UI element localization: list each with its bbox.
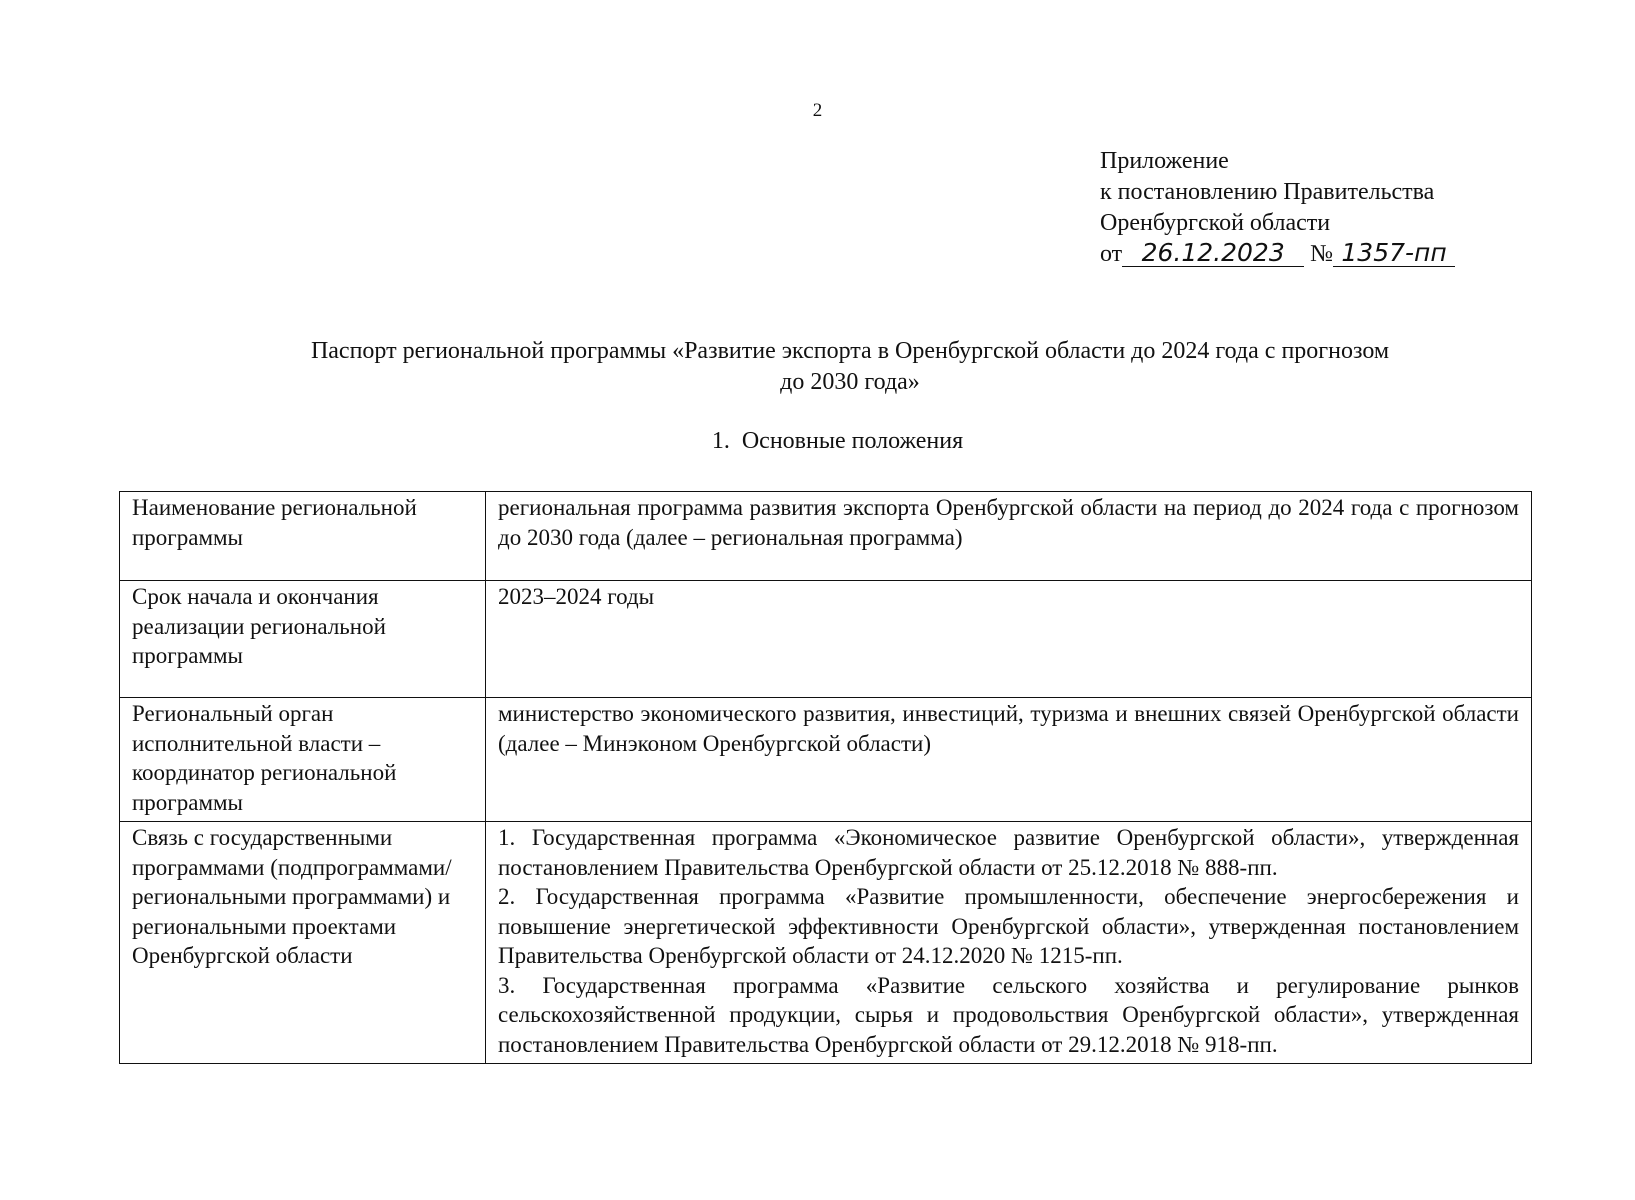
row-label: Наименование региональной программы xyxy=(120,492,486,581)
approval-number: 1357-пп xyxy=(1333,240,1455,267)
passport-table xyxy=(119,491,1532,1064)
table-row xyxy=(120,822,1532,1064)
approval-number-label: № xyxy=(1310,241,1334,267)
document-title xyxy=(150,336,1550,398)
row-value-item-1: 1. Государственная программа «Экономическое развитие Оренбургской области», утвержденная постановлением Правительства Оренбургской области от 25.12.2018 № 888-пп. xyxy=(498,825,1519,880)
page-number: 2 xyxy=(812,100,823,121)
section-number: 1. xyxy=(711,428,730,454)
row-value xyxy=(486,822,1532,1064)
approval-line-2: к постановлению Правительства xyxy=(1100,179,1435,205)
table-row xyxy=(120,698,1532,822)
approval-from-label: от xyxy=(1100,241,1123,267)
row-value-item-2: 2. Государственная программа «Развитие промышленности, обеспечение энергосбережения и повышение энергетической эффективности Оренбургской области», утвержденная постановлением Правительства Оренбургской области от 24.12.2020 № 1215-пп. xyxy=(498,884,1519,968)
document-title-line-2: до 2030 года» xyxy=(780,369,920,395)
row-value-text: региональная программа развития экспорта Оренбургской области на период до 2024 года с прогнозом до 2030 года (далее – региональная программа) xyxy=(498,495,1519,550)
table-row xyxy=(120,492,1532,581)
row-value-text: 2023–2024 годы xyxy=(498,584,655,609)
row-value xyxy=(486,492,1532,581)
row-label: Региональный орган исполнительной власти – координатор региональной программы xyxy=(120,698,486,822)
approval-block xyxy=(1100,146,1455,270)
approval-date: 26.12.2023 xyxy=(1122,240,1304,267)
row-value xyxy=(486,581,1532,698)
row-label: Связь с государственными программами (подпрограммами/региональными программами) и региональными проектами Оренбургской области xyxy=(120,822,486,1064)
section-title: Основные положения xyxy=(741,428,964,454)
approval-line-1: Приложение xyxy=(1100,148,1229,174)
row-value-text: министерство экономического развития, инвестиций, туризма и внешних связей Оренбургской области (далее – Минэконом Оренбургской области) xyxy=(498,701,1519,756)
row-label: Срок начала и окончания реализации региональной программы xyxy=(120,581,486,698)
row-value-item-3: 3. Государственная программа «Развитие сельского хозяйства и регулирование рынков сельскохозяйственной продукции, сырья и продовольствия Оренбургской области», утвержденная постановлением Правительства Оренбургской области от 29.12.2018 № 918-пп. xyxy=(498,972,1519,1057)
row-value xyxy=(486,698,1532,822)
section-heading xyxy=(0,428,1635,455)
table-row xyxy=(120,581,1532,698)
document-title-line-1: Паспорт региональной программы «Развитие экспорта в Оренбургской области до 2024 года с прогнозом xyxy=(310,338,1390,364)
approval-line-4 xyxy=(1100,239,1455,270)
approval-line-3: Оренбургской области xyxy=(1100,210,1331,236)
